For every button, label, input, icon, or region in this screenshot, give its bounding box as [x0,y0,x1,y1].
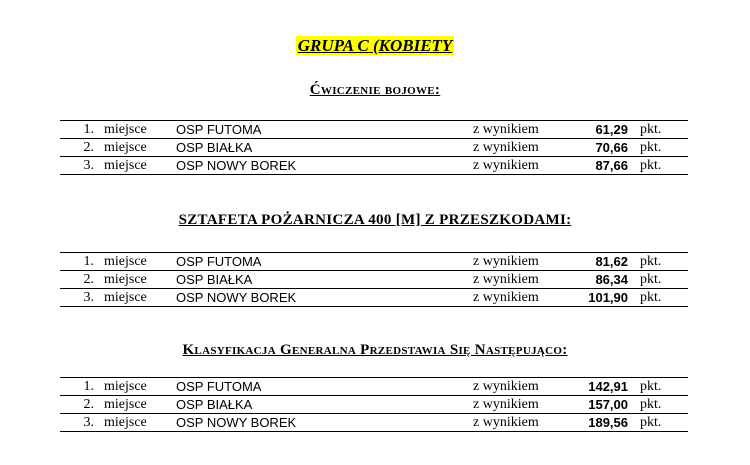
rank-number: 2. [83,272,94,287]
place-label: miejsce [104,254,147,269]
team-name: OSP BIAŁKA [176,140,253,155]
section-heading-general-classification: Klasyfikacja Generalna Przedstawia Się Następująco: [182,342,568,358]
results-table-combat-exercise [60,120,688,175]
points-unit: pkt. [640,379,662,394]
points-unit: pkt. [640,140,662,155]
rank-number: 2. [83,140,94,155]
result-value: 86,34 [595,272,628,287]
document-title-text: GRUPA C (KOBIETY [297,36,453,55]
result-label: z wynikiem [473,397,539,412]
team-name: OSP NOWY BOREK [176,290,297,305]
place-label: miejsce [104,290,147,305]
points-unit: pkt. [640,415,662,430]
rank-number: 3. [83,415,94,430]
result-value: 70,66 [595,140,628,155]
result-label: z wynikiem [473,158,539,173]
place-label: miejsce [104,140,147,155]
team-name: OSP FUTOMA [176,122,262,137]
result-label: z wynikiem [473,122,539,137]
table-row [60,396,688,414]
place-label: miejsce [104,122,147,137]
table-row [60,157,688,175]
table-row [60,253,688,271]
result-value: 142,91 [588,379,628,394]
section-heading-relay: SZTAFETA POŻARNICZA 400 [M] Z PRZESZKODAMI: [178,212,572,228]
place-label: miejsce [104,158,147,173]
points-unit: pkt. [640,254,662,269]
team-name: OSP FUTOMA [176,379,262,394]
table-row [60,289,688,307]
rank-number: 1. [83,254,94,269]
rank-number: 1. [83,122,94,137]
points-unit: pkt. [640,158,662,173]
table-row [60,414,688,432]
table-row [60,121,688,139]
points-unit: pkt. [640,122,662,137]
place-label: miejsce [104,272,147,287]
result-label: z wynikiem [473,290,539,305]
team-name: OSP BIAŁKA [176,272,253,287]
result-value: 61,29 [595,122,628,137]
place-label: miejsce [104,397,147,412]
result-value: 101,90 [588,290,628,305]
result-label: z wynikiem [473,415,539,430]
section-heading-combat-exercise: Ćwiczenie bojowe: [309,82,441,98]
result-label: z wynikiem [473,272,539,287]
points-unit: pkt. [640,397,662,412]
result-value: 87,66 [595,158,628,173]
table-row [60,378,688,396]
rank-number: 1. [83,379,94,394]
result-value: 81,62 [595,254,628,269]
place-label: miejsce [104,415,147,430]
rank-number: 3. [83,158,94,173]
points-unit: pkt. [640,272,662,287]
table-row [60,271,688,289]
team-name: OSP FUTOMA [176,254,262,269]
team-name: OSP NOWY BOREK [176,415,297,430]
rank-number: 2. [83,397,94,412]
points-unit: pkt. [640,290,662,305]
results-table-general-classification [60,377,688,432]
result-value: 157,00 [588,397,628,412]
team-name: OSP NOWY BOREK [176,158,297,173]
rank-number: 3. [83,290,94,305]
document-title [0,36,750,56]
place-label: miejsce [104,379,147,394]
result-label: z wynikiem [473,379,539,394]
result-label: z wynikiem [473,254,539,269]
team-name: OSP BIAŁKA [176,397,253,412]
result-value: 189,56 [588,415,628,430]
results-table-relay [60,252,688,307]
table-row [60,139,688,157]
result-label: z wynikiem [473,140,539,155]
